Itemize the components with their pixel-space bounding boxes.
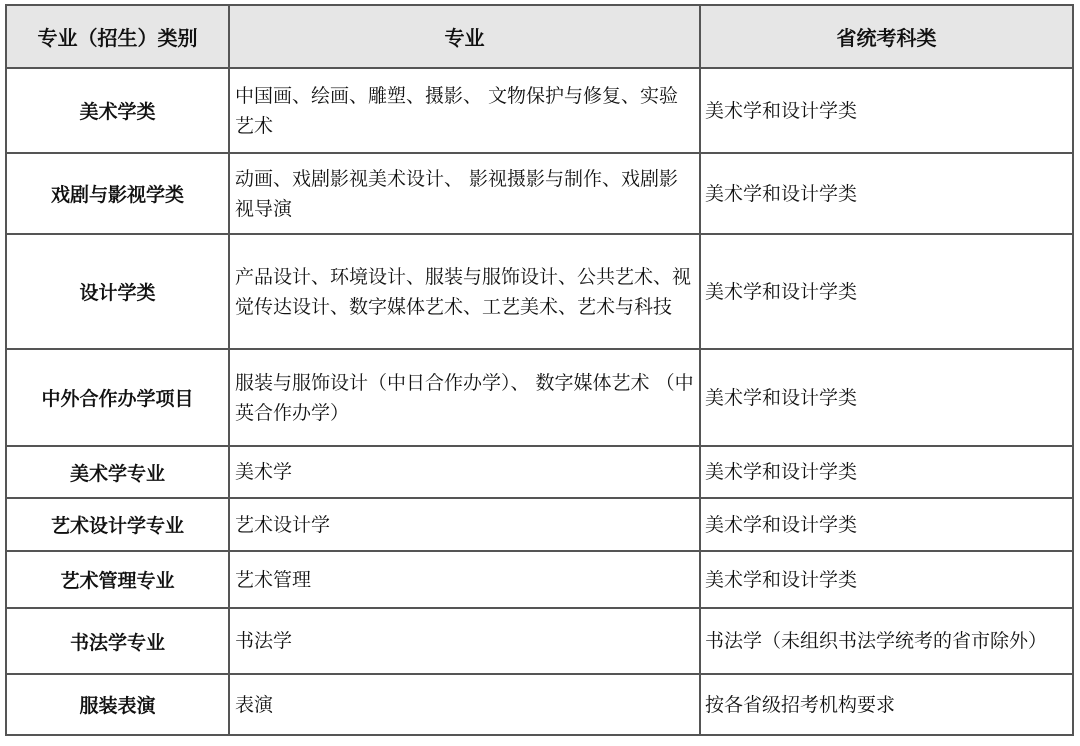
category-cell: 美术学类	[6, 68, 229, 153]
exam-cell: 书法学（未组织书法学统考的省市除外）	[700, 608, 1073, 674]
table-row	[6, 349, 1073, 446]
exam-cell: 美术学和设计学类	[700, 551, 1073, 608]
major-cell: 中国画、绘画、雕塑、摄影、 文物保护与修复、实验艺术	[229, 68, 700, 153]
admission-table	[5, 4, 1074, 736]
category-cell: 戏剧与影视学类	[6, 153, 229, 234]
category-cell: 设计学类	[6, 234, 229, 349]
table-row	[6, 551, 1073, 608]
category-cell: 书法学专业	[6, 608, 229, 674]
table-row	[6, 446, 1073, 498]
table-row	[6, 674, 1073, 735]
major-cell: 产品设计、环境设计、服装与服饰设计、公共艺术、视觉传达设计、数字媒体艺术、工艺美术、艺术与科技	[229, 234, 700, 349]
table-row	[6, 68, 1073, 153]
category-cell: 服装表演	[6, 674, 229, 735]
category-cell: 艺术设计学专业	[6, 498, 229, 551]
table-row	[6, 498, 1073, 551]
exam-cell: 按各省级招考机构要求	[700, 674, 1073, 735]
table-row	[6, 608, 1073, 674]
header-major: 专业	[229, 5, 700, 68]
major-cell: 艺术管理	[229, 551, 700, 608]
admission-table-container	[5, 4, 1074, 736]
exam-cell: 美术学和设计学类	[700, 349, 1073, 446]
exam-cell: 美术学和设计学类	[700, 446, 1073, 498]
major-cell: 服装与服饰设计（中日合作办学）、 数字媒体艺术 （中英合作办学）	[229, 349, 700, 446]
category-cell: 艺术管理专业	[6, 551, 229, 608]
major-cell: 表演	[229, 674, 700, 735]
table-row	[6, 234, 1073, 349]
major-cell: 美术学	[229, 446, 700, 498]
major-cell: 书法学	[229, 608, 700, 674]
header-category: 专业（招生）类别	[6, 5, 229, 68]
exam-cell: 美术学和设计学类	[700, 234, 1073, 349]
category-cell: 中外合作办学项目	[6, 349, 229, 446]
table-row	[6, 153, 1073, 234]
header-provincial-exam: 省统考科类	[700, 5, 1073, 68]
category-cell: 美术学专业	[6, 446, 229, 498]
major-cell: 动画、戏剧影视美术设计、 影视摄影与制作、戏剧影视导演	[229, 153, 700, 234]
major-cell: 艺术设计学	[229, 498, 700, 551]
exam-cell: 美术学和设计学类	[700, 68, 1073, 153]
table-header-row	[6, 5, 1073, 68]
exam-cell: 美术学和设计学类	[700, 498, 1073, 551]
exam-cell: 美术学和设计学类	[700, 153, 1073, 234]
